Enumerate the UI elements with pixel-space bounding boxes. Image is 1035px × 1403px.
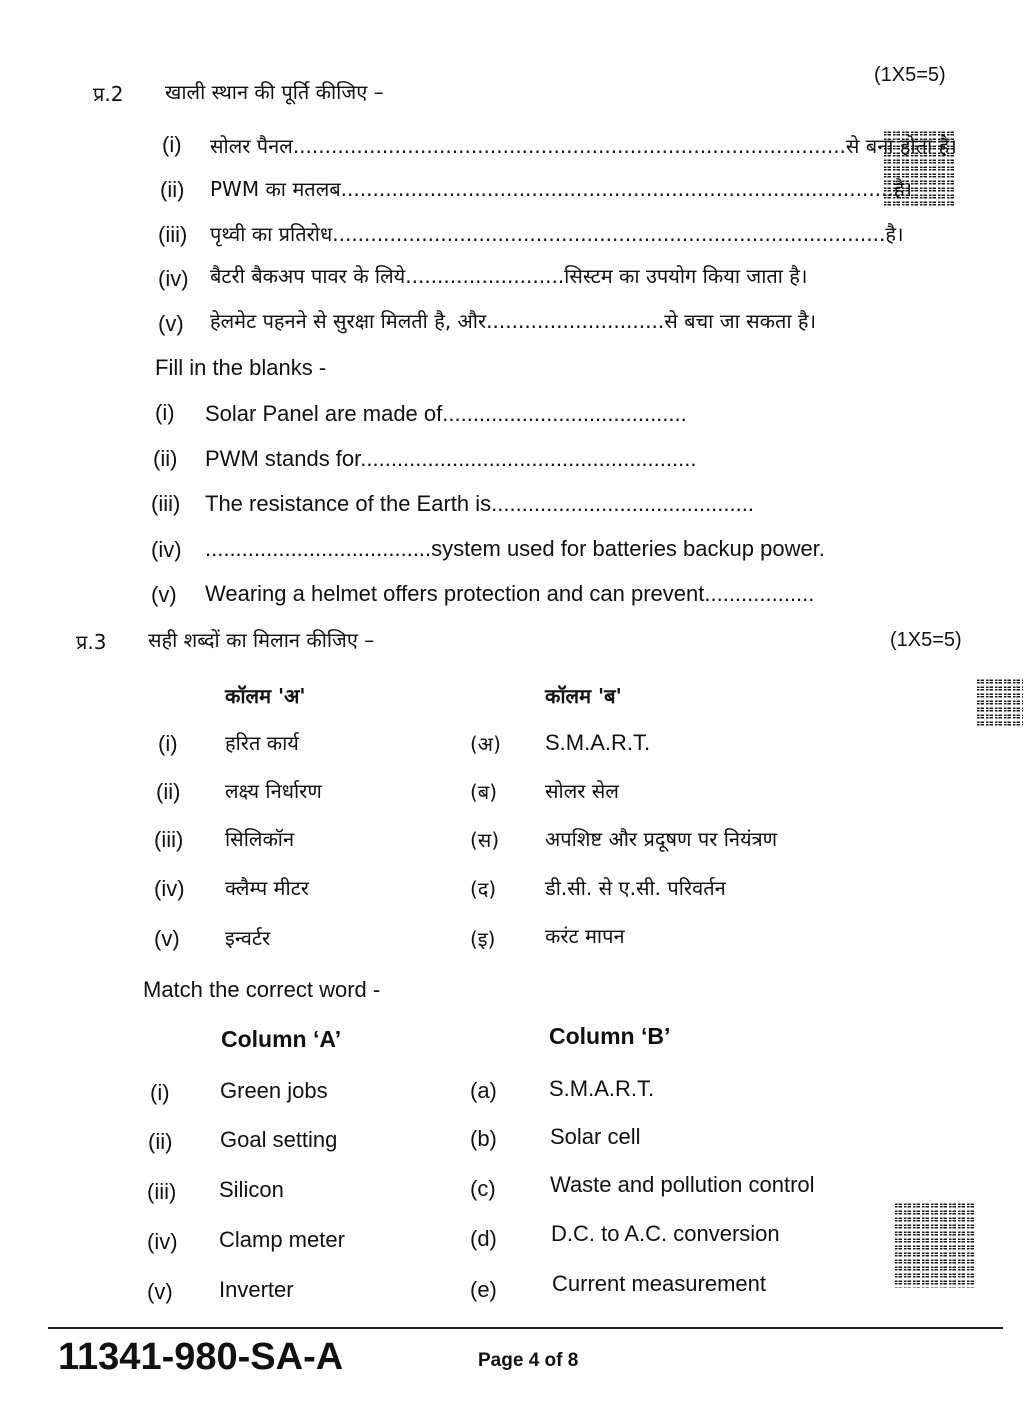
q3-hi-num: (v): [154, 926, 180, 951]
q3-hi-col-b: करंट मापन: [545, 924, 625, 948]
q3-hi-col-a: क्लैम्प मीटर: [225, 876, 309, 900]
q2-en-num: (iii): [151, 491, 181, 516]
q2-hi-num: (i): [162, 132, 182, 157]
q3-hi-num: (iv): [154, 876, 185, 901]
q3-en-letter: (c): [470, 1176, 496, 1201]
q3-hi-num: (ii): [156, 779, 181, 804]
q2-hi-item: पृथ्वी का प्रतिरोध.......................................................................................है।: [210, 222, 904, 246]
q3-hi-letter: (ब): [470, 780, 498, 804]
q2-hi-item: PWM का मतलब.......................................................................................है।: [210, 177, 912, 201]
q2-en-num: (iv): [151, 537, 182, 562]
q3-en-col-b: S.M.A.R.T.: [549, 1076, 655, 1101]
column-b-english: Column ‘B’: [549, 1023, 671, 1049]
q3-hi-letter: (अ): [470, 732, 501, 756]
q2-en-num: (i): [155, 400, 175, 425]
q3-marks: (1X5=5): [890, 629, 962, 651]
q3-hi-col-b: S.M.A.R.T.: [545, 730, 651, 755]
q2-hi-item: हेलमेट पहनने से सुरक्षा मिलती है, और............................से बचा जा सकता है।: [210, 309, 817, 333]
q2-title-hindi: खाली स्थान की पूर्ति कीजिए –: [165, 80, 384, 104]
q3-hi-letter: (स): [470, 828, 500, 852]
q3-hi-letter: (इ): [470, 927, 496, 951]
q3-hi-num: (iii): [154, 827, 184, 852]
q3-title-hindi: सही शब्दों का मिलान कीजिए –: [148, 628, 375, 652]
q3-en-col-a: Clamp meter: [219, 1227, 345, 1252]
q3-en-col-b: D.C. to A.C. conversion: [551, 1221, 780, 1246]
q3-en-col-a: Silicon: [219, 1177, 284, 1202]
q2-hi-num: (iv): [158, 266, 189, 291]
q2-hi-num: (v): [158, 311, 184, 336]
q3-hi-col-a: लक्ष्य निर्धारण: [225, 779, 322, 803]
q3-en-col-b: Current measurement: [552, 1271, 766, 1296]
q3-en-col-a: Green jobs: [220, 1078, 328, 1103]
column-b-hindi: कॉलम 'ब': [545, 684, 622, 708]
q2-hi-item: बैटरी बैकअप पावर के लिये.........................सिस्टम का उपयोग किया जाता है।: [210, 264, 808, 288]
q3-title-english: Match the correct word -: [143, 977, 381, 1002]
q3-en-num: (ii): [148, 1129, 173, 1154]
q3-en-letter: (d): [470, 1226, 497, 1251]
q3-hi-col-a: हरित कार्य: [225, 731, 299, 755]
page-number: Page 4 of 8: [478, 1350, 579, 1371]
q3-hi-col-a: सिलिकॉन: [225, 827, 295, 851]
q2-en-item: Solar Panel are made of........................................: [205, 401, 687, 426]
q2-hi-num: (ii): [160, 177, 185, 202]
q3-en-num: (iii): [147, 1179, 177, 1204]
q3-hi-col-b: सोलर सेल: [545, 779, 619, 803]
q2-en-item: Wearing a helmet offers protection and can prevent..................: [205, 581, 815, 606]
q3-hi-num: (i): [158, 731, 178, 756]
q3-hi-col-a: इन्वर्टर: [225, 926, 271, 950]
q3-en-col-b: Waste and pollution control: [550, 1172, 815, 1197]
q2-hi-num: (iii): [158, 222, 188, 247]
q2-marks: (1X5=5): [874, 64, 946, 86]
column-a-english: Column ‘A’: [221, 1026, 342, 1052]
q2-en-num: (ii): [153, 446, 178, 471]
q2-en-item: .....................................system used for batteries backup power.: [205, 536, 825, 561]
q3-hi-col-b: अपशिष्ट और प्रदूषण पर नियंत्रण: [545, 827, 778, 851]
qr-code-bottom: [893, 1202, 975, 1288]
q3-en-letter: (a): [470, 1078, 497, 1103]
q3-en-col-a: Inverter: [219, 1277, 294, 1302]
q3-en-letter: (b): [470, 1126, 497, 1151]
q3-hi-letter: (द): [470, 877, 497, 901]
q3-en-num: (v): [147, 1279, 173, 1304]
q2-en-item: The resistance of the Earth is...........................................: [205, 491, 754, 516]
q2-title-english: Fill in the blanks -: [155, 355, 327, 380]
q3-en-num: (i): [150, 1080, 170, 1105]
q3-number: प्र.3: [76, 630, 107, 654]
q3-en-letter: (e): [470, 1277, 497, 1302]
q3-hi-col-b: डी.सी. से ए.सी. परिवर्तन: [545, 876, 726, 900]
q2-en-item: PWM stands for.......................................................: [205, 446, 697, 471]
column-a-hindi: कॉलम 'अ': [225, 684, 306, 708]
q2-hi-item: सोलर पैनल.......................................................................................से बना होता है।: [210, 134, 957, 158]
footer-divider: [48, 1327, 1003, 1329]
q3-en-col-a: Goal setting: [220, 1127, 338, 1152]
paper-code: 11341-980-SA-A: [58, 1336, 344, 1378]
qr-code-small: [975, 678, 1023, 726]
q3-en-num: (iv): [147, 1229, 178, 1254]
q3-en-col-b: Solar cell: [550, 1124, 641, 1149]
q2-en-num: (v): [151, 582, 177, 607]
q2-number: प्र.2: [93, 82, 124, 106]
